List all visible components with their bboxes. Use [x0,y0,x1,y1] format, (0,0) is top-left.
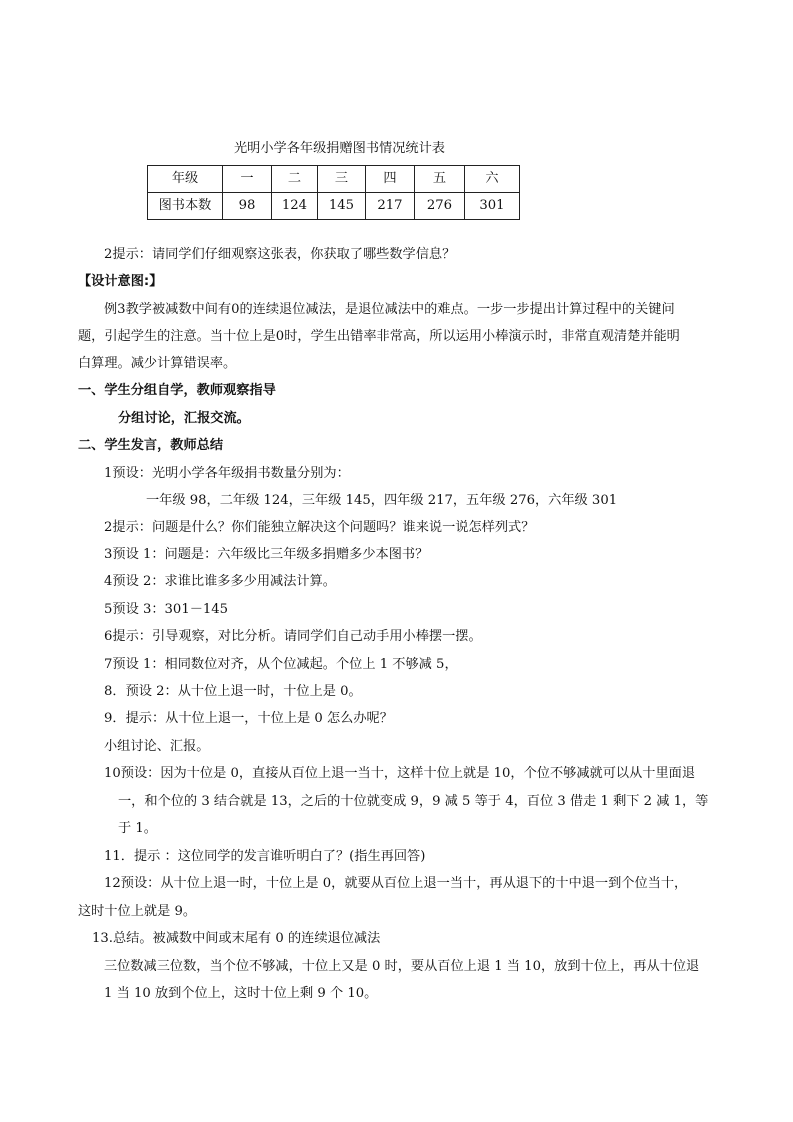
section-heading: 二、学生发言，教师总结 [78,438,224,453]
paragraph-line: 6提示：引导观察，对比分析。请同学们自己动手用小棒摆一摆。 [104,629,482,644]
section-heading: 一、学生分组自学，教师观察指导 [78,383,276,398]
table-cell: 三 [318,166,366,193]
table-cell: 图书本数 [148,193,223,220]
paragraph-line: 5预设 3：301－145 [104,602,229,617]
table-cell: 276 [415,193,465,220]
paragraph-line: 于 1。 [118,821,157,836]
paragraph-line: 1预设：光明小学各年级捐书数量分别为： [104,466,350,481]
paragraph-line: 小组讨论、汇报。 [104,739,210,754]
section-subheading: 分组讨论，汇报交流。 [118,411,250,426]
paragraph-line: 例3教学被减数中间有0的连续退位减法，是退位减法中的难点。一步一步提出计算过程中的关键问 [104,302,675,317]
paragraph-line: 题，引起学生的注意。当十位上是0时，学生出错率非常高，所以运用小棒演示时，非常直观清楚并能明 [78,329,680,344]
paragraph-line: 13.总结。被减数中间或末尾有 0 的连续退位减法 [92,931,381,946]
table-cell: 98 [223,193,272,220]
paragraph-line: 2提示：请同学们仔细观察这张表，你获取了哪些数学信息？ [104,247,456,262]
paragraph-line: 7预设 1：相同数位对齐，从个位减起。个位上 1 不够减 5， [104,657,458,672]
paragraph-line: 一年级 98，二年级 124，三年级 145，四年级 217，五年级 276，六年级 301 [146,493,618,508]
paragraph-line: 三位数减三位数，当个位不够减，十位上又是 0 时，要从百位上退 1 当 10，放到十位上，再从十位退 [104,959,700,974]
paragraph-line: 这时十位上就是 9。 [78,904,197,919]
paragraph-line: 4预设 2：求谁比谁多多少用减法计算。 [104,574,336,589]
paragraph-line: 1 当 10 放到个位上，这时十位上剩 9 个 10。 [104,986,378,1001]
table-cell: 年级 [148,166,223,193]
table-cell: 217 [366,193,415,220]
paragraph-line: 一，和个位的 3 结合就是 13，之后的十位就变成 9，9 减 5 等于 4，百位 3 借走 1 剩下 2 减 1，等 [118,794,709,809]
paragraph-line: 10预设：因为十位是 0，直接从百位上退一当十，这样十位上就是 10，个位不够减就可以从十里面退 [104,766,696,781]
table-cell: 145 [318,193,366,220]
table-cell: 124 [272,193,318,220]
table-cell: 四 [366,166,415,193]
book-donation-table [147,165,520,220]
paragraph-line: 白算理。减少计算错误率。 [78,356,237,371]
table-cell: 五 [415,166,465,193]
table-caption: 光明小学各年级捐赠图书情况统计表 [234,141,445,156]
paragraph-line: 3预设 1：问题是：六年级比三年级多捐赠多少本图书？ [104,547,429,562]
table-header-row [148,166,520,193]
paragraph-line: 9．提示：从十位上退一，十位上是 0 怎么办呢？ [104,711,393,726]
paragraph-line: 8．预设 2：从十位上退一时，十位上是 0。 [104,684,362,699]
table-cell: 一 [223,166,272,193]
paragraph-line: 2提示：问题是什么？你们能独立解决这个问题吗？谁来说一说怎样列式？ [104,520,535,535]
table-cell: 301 [465,193,520,220]
table-cell: 二 [272,166,318,193]
table-cell: 六 [465,166,520,193]
section-heading: 【设计意图:】 [78,274,163,289]
paragraph-line: 11．提示 ：这位同学的发言谁听明白了？(指生再回答) [104,849,426,864]
paragraph-line: 12预设：从十位上退一时，十位上是 0，就要从百位上退一当十，再从退下的十中退一到个位当十， [104,876,688,891]
table-row [148,193,520,220]
